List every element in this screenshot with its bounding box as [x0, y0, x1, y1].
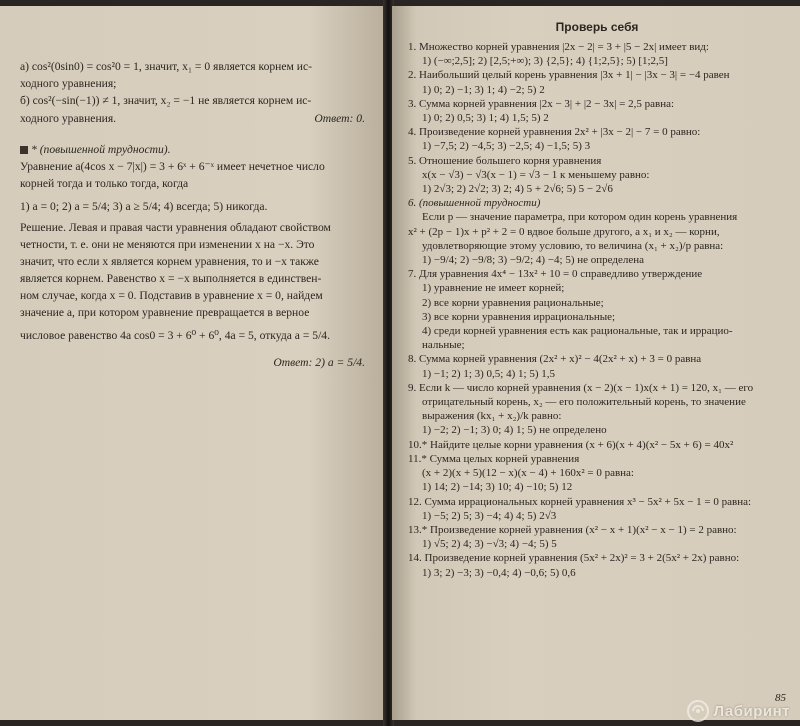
- question-4: 4. Произведение корней уравнения 2x² + |3x − 2| − 7 = 0 равно: 1) −7,5; 2) −4,5; 3) −2,5; 4) −1,5; 5) 3: [408, 125, 786, 153]
- text-line: значит, что если x является корнем уравнения, то и −x также: [20, 255, 319, 268]
- answer-options: 1) 3; 2) −3; 3) −0,4; 4) −0,6; 5) 0,6: [422, 566, 576, 579]
- text-line: значение a, при котором уравнение превращается в верное: [20, 306, 310, 319]
- question-8: 8. Сумма корней уравнения (2x² + x)² − 4(2x² + x) + 3 = 0 равна 1) −1; 2) 1; 3) 0,5; 4) 1; 5) 1,5: [408, 352, 786, 380]
- answer-options: 1) −5; 2) 5; 3) −4; 4) 4; 5) 2√3: [422, 509, 557, 522]
- text-line: Решение. Левая и правая части уравнения обладают свойством: [20, 221, 331, 234]
- text-line: четности, т. е. они не меняются при изменении x на −x. Это: [20, 238, 315, 251]
- text-line: является корнем. Равенство x = −x выполняется в единствен-: [20, 272, 322, 285]
- answer-options: 1) −1; 2) 1; 3) 0,5; 4) 1; 5) 1,5: [422, 367, 555, 380]
- difficulty-square-icon: [20, 146, 28, 154]
- question-12: 12. Сумма иррациональных корней уравнения x³ − 5x² + 5x − 1 = 0 равна: 1) −5; 2) 5; 3) −4; 4) 4; 5) 2√3: [408, 495, 786, 523]
- text-line: ном случае, когда x = 0. Подставив в уравнение x = 0, найдем: [20, 289, 323, 302]
- question-5: 5. Отношение большего корня уравнения x(x − √3) − √3(x − 1) = √3 − 1 к меньшему равно: 1) 2√3; 2) 2√2; 3) 2; 4) 5 + 2√6; 5) 5 − 2√6: [408, 154, 786, 197]
- logo-text: Лабиринт: [713, 702, 790, 720]
- options-line: 1) a = 0; 2) a = 5/4; 3) a ≥ 5/4; 4) всегда; 5) никогда.: [20, 200, 268, 213]
- answer-options: 1) 2√3; 2) 2√2; 3) 2; 4) 5 + 2√6; 5) 5 − 2√6: [422, 183, 613, 196]
- question-13: 13.* Произведение корней уравнения (x² − x + 1)(x² − x − 1) = 2 равно: 1) √5; 2) 4; 3) −√3; 4) −4; 5) 5: [408, 523, 786, 551]
- answer-b: Ответ: 2) a = 5/4.: [273, 356, 365, 369]
- question-11: 11.* Сумма целых корней уравнения (x + 2)(x + 5)(12 − x)(x − 4) + 160x² = 0 равна: 1) 14; 2) −14; 3) 10; 4) −10; 5) 12: [408, 452, 786, 495]
- answer-options: 1) √5; 2) 4; 3) −√3; 4) −4; 5) 5: [422, 538, 557, 551]
- question-3: 3. Сумма корней уравнения |2x − 3| + |2 − 3x| = 2,5 равна: 1) 0; 2) 0,5; 3) 1; 4) 1,5; 5) 2: [408, 97, 786, 125]
- watermark-logo: [687, 700, 790, 722]
- text-line: числовое равенство 4a cos0 = 3 + 6⁰ + 6⁰, 4a = 5, откуда a = 5/4.: [20, 329, 330, 342]
- statement-option: 3) все корни уравнения иррациональные;: [422, 310, 616, 323]
- problem-b: [20, 141, 365, 371]
- question-7: 7. Для уравнения 4x⁴ − 13x² + 10 = 0 справедливо утверждение 1) уравнение не имеет корней; 2) все корни уравнения рациональные; 3) все корни уравнения иррациональные; 4) среди корней уравнения есть как рациональные, так и иррацио- нальные;: [408, 267, 786, 352]
- answer-options: 1) −7,5; 2) −4,5; 3) −2,5; 4) −1,5; 5) 3: [422, 140, 591, 153]
- answer-a: Ответ: 0.: [314, 112, 365, 125]
- statement-option: 1) уравнение не имеет корней;: [422, 282, 565, 295]
- answer-options: 1) 0; 2) 0,5; 3) 1; 4) 1,5; 5) 2: [422, 112, 549, 125]
- statement-option: 4) среди корней уравнения есть как рациональные, так и иррацио-: [422, 325, 733, 338]
- statement-option: нальные;: [422, 339, 465, 352]
- labyrinth-logo-icon: [687, 700, 709, 722]
- right-page: [392, 6, 800, 720]
- question-1: 1. Множество корней уравнения |2x − 2| = 3 + |5 − 2x| имеет вид: 1) (−∞;2,5]; 2) [2,5;+∞); 3) {2,5}; 4) {1;2,5}; 5) [1;2,5]: [408, 40, 786, 68]
- text-line: ходного уравнения.: [20, 112, 117, 125]
- question-2: 2. Наибольший целый корень уравнения |3x + 1| − |3x − 3| = −4 равен 1) 0; 2) −1; 3) 1; 4) −2; 5) 2: [408, 68, 786, 96]
- difficulty-label: * (повышенной трудности).: [31, 143, 171, 156]
- text-line: а) cos²(0sin0) = cos²0 = 1, значит, x₁ = 0 является корнем ис-: [20, 60, 312, 73]
- question-14: 14. Произведение корней уравнения (5x² + 2x)² = 3 + 2(5x² + 2x) равно: 1) 3; 2) −3; 3) −0,4; 4) −0,6; 5) 0,6: [408, 551, 786, 579]
- page-title: Проверь себя: [555, 20, 639, 34]
- answer-options: 1) (−∞;2,5]; 2) [2,5;+∞); 3) {2,5}; 4) {1;2,5}; 5) [1;2,5]: [422, 55, 668, 68]
- left-page: [0, 6, 385, 720]
- text-line: корней тогда и только тогда, когда: [20, 177, 189, 190]
- text-line: ходного уравнения;: [20, 77, 117, 90]
- statement-option: 2) все корни уравнения рациональные;: [422, 296, 604, 309]
- answer-options: 1) 0; 2) −1; 3) 1; 4) −2; 5) 2: [422, 83, 545, 96]
- answer-options: 1) 14; 2) −14; 3) 10; 4) −10; 5) 12: [422, 481, 573, 494]
- text-line: Уравнение a(4cos x − 7|x|) = 3 + 6ˣ + 6⁻ˣ имеет нечетное число: [20, 160, 325, 173]
- solution-a: [20, 58, 365, 127]
- page-number: 85: [775, 692, 786, 704]
- text-line: б) cos²(−sin(−1)) ≠ 1, значит, x₂ = −1 не является корнем ис-: [20, 94, 312, 107]
- question-10: 10.* Найдите целые корни уравнения (x + 6)(x + 4)(x² − 5x + 6) = 40x²: [408, 438, 734, 451]
- question-6: 6. (повышенной трудности) Если p — значение параметра, при котором один корень уравнения x² + (2p − 1)x + p² + 2 = 0 вдвое больше другого, а x₁ и x₂ — корни, удовлетворяющие этому условию, то величина (x₁ + x₂)/p равна: 1) −9/4; 2) −9/8; 3) −9/2; 4) −4; 5) не определена: [408, 196, 786, 267]
- answer-options: 1) −9/4; 2) −9/8; 3) −9/2; 4) −4; 5) не определена: [422, 254, 645, 267]
- question-9: 9. Если k — число корней уравнения (x − 2)(x − 1)x(x + 1) = 120, x₁ — его отрицательный корень, x₂ — его положительный корень, то значение выражения (kx₁ + x₂)/k равно: 1) −2; 2) −1; 3) 0; 4) 1; 5) не определено: [408, 381, 786, 438]
- answer-options: 1) −2; 2) −1; 3) 0; 4) 1; 5) не определено: [422, 424, 607, 437]
